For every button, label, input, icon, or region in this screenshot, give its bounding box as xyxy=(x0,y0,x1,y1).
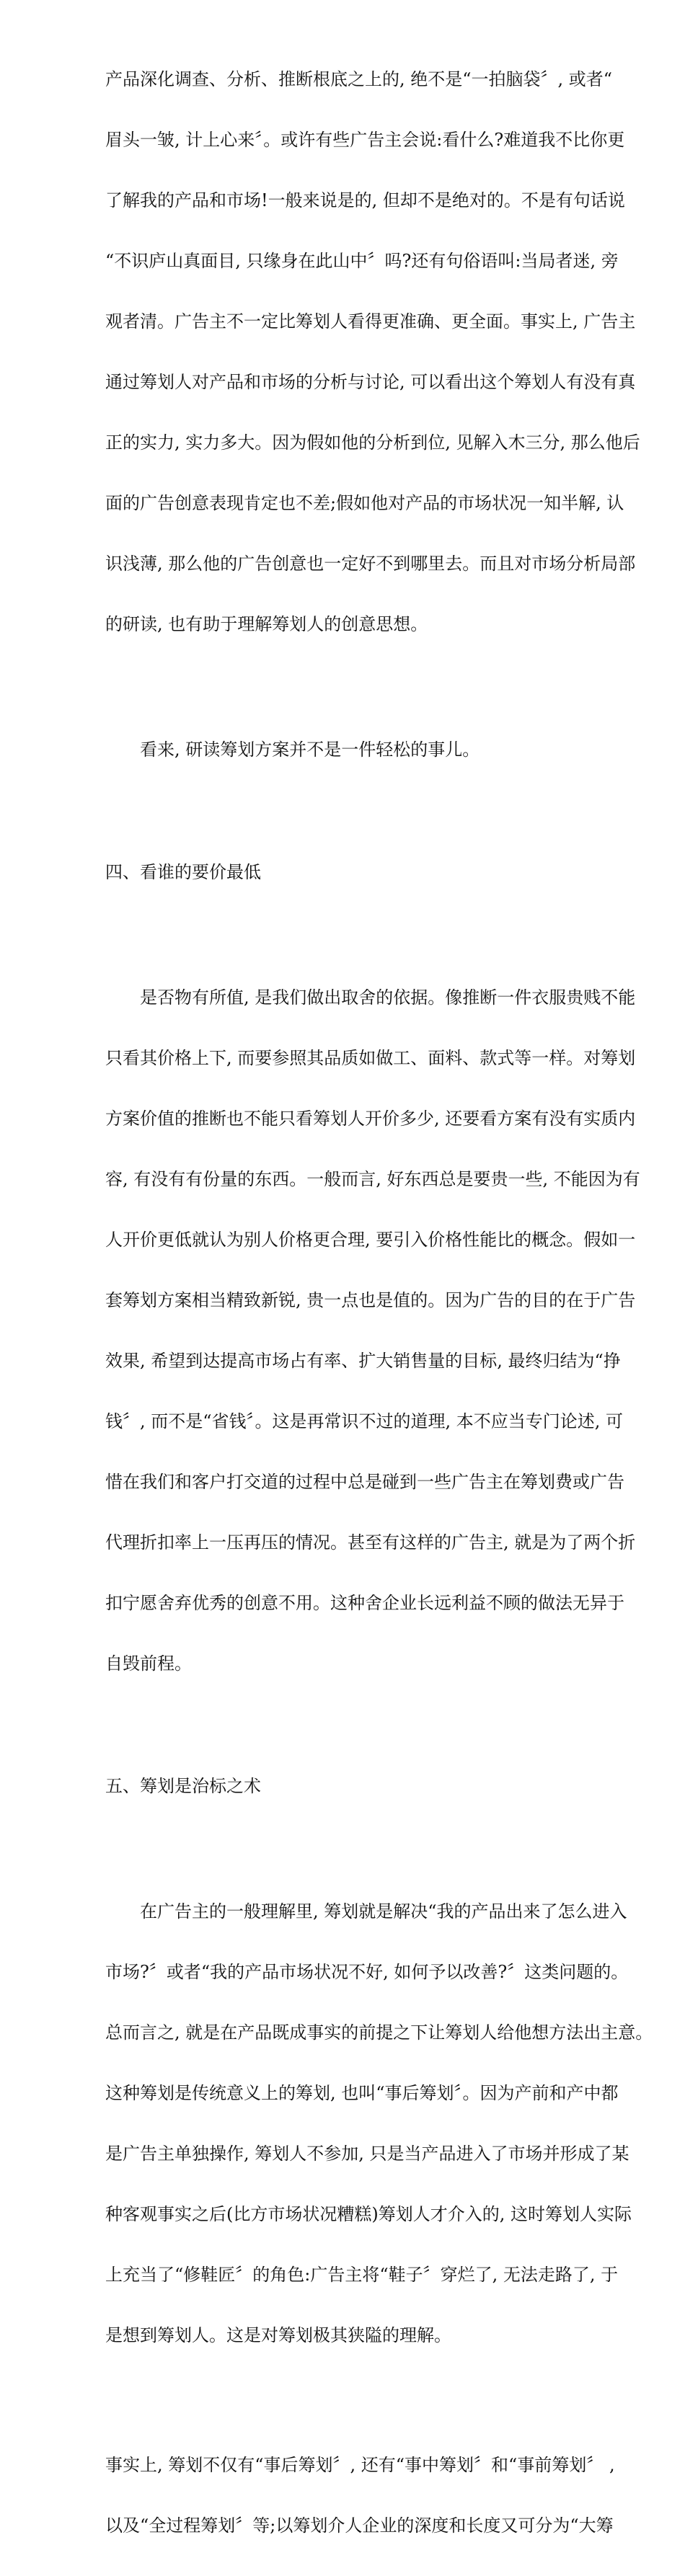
text-line: 代理折扣率上一压再压的情况。甚至有这样的广告主, 就是为了两个折 xyxy=(105,1532,636,1553)
text-line: 了解我的产品和市场!一般来说是的, 但却不是绝对的。不是有句话说 xyxy=(105,190,625,210)
section-heading-5 xyxy=(105,1736,635,1836)
text-line: 只看其价格上下, 而要参照其品质如做工、面料、款式等一样。对筹划 xyxy=(105,1048,636,1068)
text-line: 是想到筹划人。这是对筹划极其狭隘的理解。 xyxy=(105,2325,451,2345)
text-line: 看来, 研读筹划方案并不是一件轻松的事儿。 xyxy=(140,740,480,760)
section-heading-4 xyxy=(105,822,635,923)
text-line: 是否物有所值, 是我们做出取舍的依据。像推断一件衣服贵贱不能 xyxy=(140,987,636,1008)
text-line: 以及“全过程筹划〞等;以筹划介人企业的深度和长度又可分为“大筹 xyxy=(105,2515,614,2536)
text-line: 自毁前程。 xyxy=(105,1653,192,1674)
text-line: 上充当了“修鞋匠〞的角色:广告主将“鞋子〞穿烂了, 无法走路了, 于 xyxy=(105,2265,619,2285)
text-line: 通过筹划人对产品和市场的分析与讨论, 可以看出这个筹划人有没有真 xyxy=(105,372,636,392)
text-line: 事实上, 筹划不仅有“事后筹划〞, 还有“事中筹划〞和“事前筹划〞 , xyxy=(105,2455,615,2475)
paragraph-planning-types xyxy=(105,2415,635,2576)
heading-text: 四、看谁的要价最低 xyxy=(105,862,261,882)
heading-text: 五、筹划是治标之术 xyxy=(105,1776,261,1796)
text-line: 正的实力, 实力多大。因为假如他的分析到位, 见解入木三分, 那么他后 xyxy=(105,432,640,453)
text-line: 的研读, 也有助于理解筹划人的创意思想。 xyxy=(105,614,428,634)
text-line: 扣宁愿舍弃优秀的创意不用。这种舍企业长远利益不顾的做法无异于 xyxy=(105,1593,624,1613)
text-line: 方案价值的推断也不能只看筹划人开价多少, 还要看方案有没有实质内 xyxy=(105,1109,636,1129)
text-line: 套筹划方案相当精致新锐, 贵一点也是值的。因为广告的目的在于广告 xyxy=(105,1290,636,1310)
document-page xyxy=(105,29,653,2576)
text-line: 这种筹划是传统意义上的筹划, 也叫“事后筹划〞。因为产前和产中都 xyxy=(105,2083,619,2103)
text-line: 惜在我们和客户打交道的过程中总是碰到一些广告主在筹划费或广告 xyxy=(105,1472,624,1492)
text-line: 是广告主单独操作, 筹划人不参加, 只是当产品进入了市场并形成了某 xyxy=(105,2144,629,2164)
text-line: 市场?〞或者“我的产品市场状况不好, 如何予以改善?〞这类问题的。 xyxy=(105,1962,629,1982)
text-line: 识浅薄, 那么他的广告创意也一定好不到哪里去。而且对市场分析局部 xyxy=(105,554,636,574)
text-line: 人开价更低就认为别人价格更合理, 要引入价格性能比的概念。假如一 xyxy=(105,1230,636,1250)
text-line: 眉头一皱, 计上心来〞。或许有些广告主会说:看什么?难道我不比你更 xyxy=(105,130,625,150)
text-line: 容, 有没有有份量的东西。一般而言, 好东西总是要贵一些, 不能因为有 xyxy=(105,1169,640,1189)
paragraph-post-planning xyxy=(105,1861,653,2386)
paragraph-market-analysis xyxy=(105,29,640,675)
text-line: 面的广告创意表现肯定也不差;假如他对产品的市场状况一知半解, 认 xyxy=(105,493,624,513)
text-line: 观者清。广告主不一定比筹划人看得更准确、更全面。事实上, 广告主 xyxy=(105,311,636,332)
text-line: 在广告主的一般理解里, 筹划就是解决“我的产品出来了怎么进入 xyxy=(140,1901,627,1922)
text-line: 效果, 希望到达提高市场占有率、扩大销售量的目标, 最终归结为“挣 xyxy=(105,1351,621,1371)
text-line: 产品深化调查、分析、推断根底之上的, 绝不是“一拍脑袋〞, 或者“ xyxy=(105,69,613,89)
paragraph-price-value xyxy=(105,947,640,1714)
paragraph-conclusion xyxy=(105,699,635,800)
text-line: “不识庐山真面目, 只缘身在此山中〞吗?还有句俗语叫:当局者迷, 旁 xyxy=(105,251,619,271)
text-line: 种客观事实之后(比方市场状况糟糕)筹划人才介入的, 这时筹划人实际 xyxy=(105,2204,632,2224)
text-line: 总而言之, 就是在产品既成事实的前提之下让筹划人给他想方法出主意。 xyxy=(105,2022,653,2043)
text-line: 钱〞, 而不是“省钱〞。这是再常识不过的道理, 本不应当专门论述, 可 xyxy=(105,1411,624,1431)
